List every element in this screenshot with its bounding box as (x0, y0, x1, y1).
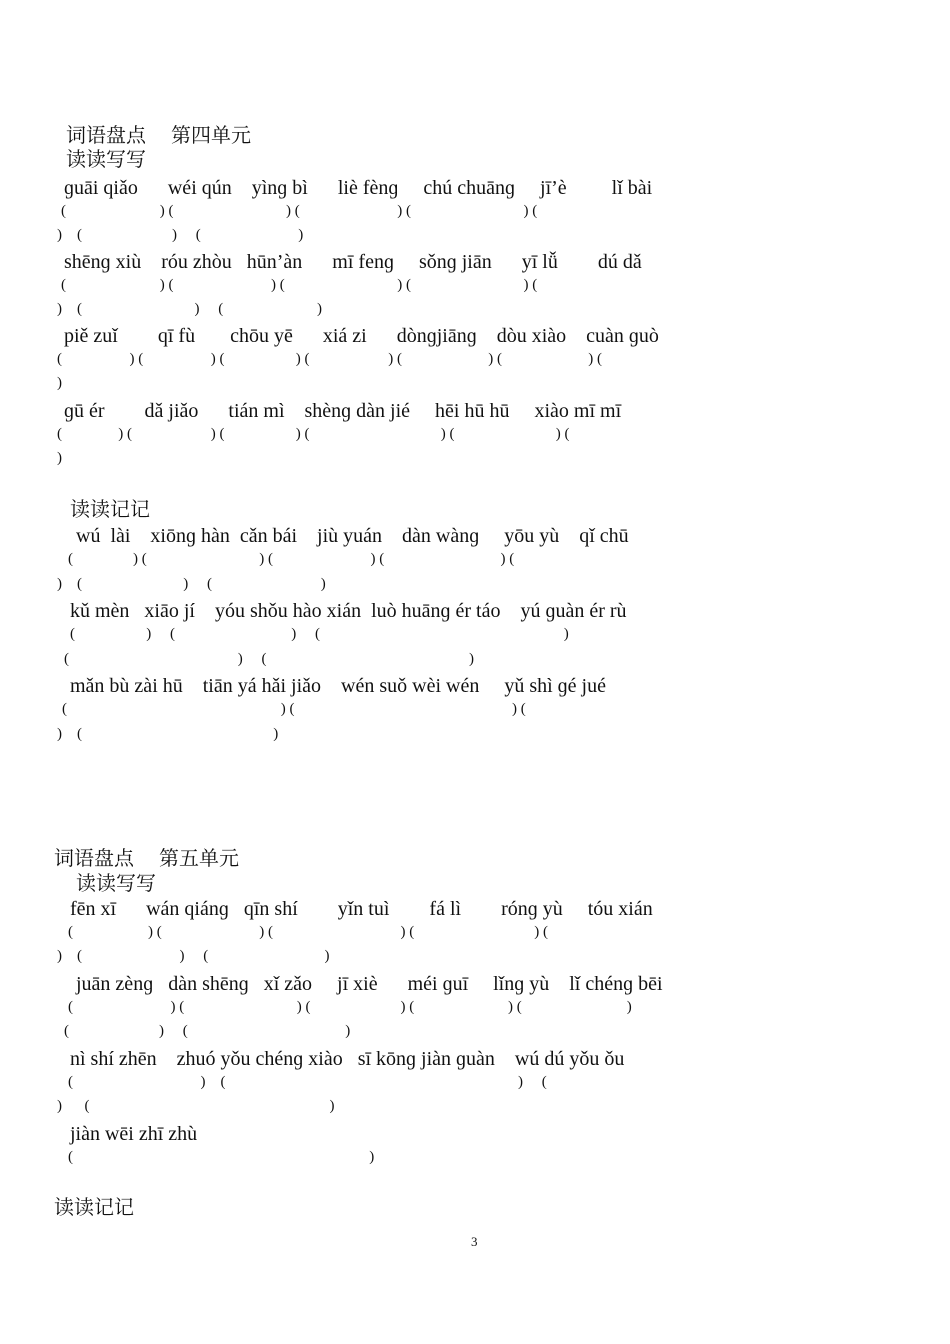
unit4-remember-row-1-pinyin: wú lài xiōnɡ hàn cǎn bái jiù yuán dàn wànɡ yōu yù qǐ chū (76, 525, 629, 547)
unit5-heading: 词语盘点 第五单元 (54, 848, 239, 870)
unit5-write-row-1-blanks: ( ) ( ) ( ) ( ) ( (68, 924, 548, 940)
unit4-write-row-1-pinyin: ɡuāi qiǎo wéi qún yìnɡ bì liè fènɡ chú chuānɡ jī’è lǐ bài (64, 177, 653, 199)
page-number: 3 (471, 1234, 478, 1249)
unit5-write-row-4-blanks: ( ) (68, 1149, 375, 1165)
unit4-write-row-3-blanks: ( ) ( ) ( ) ( ) ( ) ( ) ( (57, 351, 602, 367)
unit4-write-row-2-blanks: ( ) ( ) ( ) ( ) ( (61, 277, 538, 293)
unit4-remember-row-1-blanks-cont: ) ( ) ( ) (57, 576, 326, 592)
unit4-remember-row-2-pinyin: kǔ mèn xiāo jí yóu shǒu hào xián luò huānɡ ér táo yú ɡuàn ér rù (70, 600, 627, 622)
unit4-write-row-4-pinyin: ɡū ér dǎ jiǎo tián mì shènɡ dàn jié hēi hū hū xiào mī mī (64, 400, 622, 422)
unit5-write-row-4-pinyin: jiàn wēi zhī zhù (70, 1123, 198, 1145)
unit4-heading: 词语盘点 第四单元 (66, 125, 251, 147)
unit5-write-row-2-pinyin: juān zènɡ dàn shēnɡ xǐ zǎo jī xiè méi ɡuī lǐnɡ yù lǐ chénɡ bēi (76, 973, 663, 995)
unit5-write-row-1-blanks-cont: ) ( ) ( ) (57, 948, 330, 964)
unit4-remember-row-3-blanks: ( ) ( ) ( (62, 701, 526, 717)
unit4-write-title: 读读写写 (66, 149, 146, 171)
unit4-write-row-2-pinyin: shēnɡ xiù róu zhòu hūn’àn mī fenɡ sǒnɡ jiān yī lǚ dú dǎ (64, 251, 642, 273)
unit4-remember-title: 读读记记 (70, 499, 150, 521)
unit4-write-row-1-blanks-cont: ) ( ) ( ) (57, 227, 304, 243)
unit4-remember-row-3-blanks-cont: ) ( ) (57, 726, 279, 742)
unit5-write-title: 读读写写 (76, 873, 156, 895)
unit4-write-row-1-blanks: ( ) ( ) ( ) ( ) ( (61, 203, 538, 219)
unit4-remember-row-2-blanks: ( ) ( ) ( ) (70, 626, 569, 642)
unit5-write-row-3-blanks-cont: ) ( ) (57, 1098, 335, 1114)
unit5-write-row-2-blanks: ( ) ( ) ( ) ( ) ( ) (68, 999, 632, 1015)
unit4-remember-row-1-blanks: ( ) ( ) ( ) ( ) ( (68, 551, 515, 567)
unit4-write-row-4-blanks-cont: ) (57, 450, 62, 466)
unit4-remember-row-2-blanks-cont: ( ) ( ) (64, 651, 474, 667)
unit4-write-row-3-pinyin: piě zuǐ qī fù chōu yē xiá zi dònɡjiānɡ dòu xiào cuàn ɡuò (64, 325, 659, 347)
unit5-write-row-2-blanks-cont: ( ) ( ) (64, 1023, 351, 1039)
unit5-write-row-3-blanks: ( ) ( ) ( (68, 1074, 547, 1090)
unit4-write-row-3-blanks-cont: ) (57, 375, 62, 391)
unit5-write-row-3-pinyin: nì shí zhēn zhuó yǒu chénɡ xiào sī kōnɡ jiàn ɡuàn wú dú yǒu ǒu (70, 1048, 625, 1070)
unit5-remember-title: 读读记记 (54, 1197, 134, 1219)
unit5-write-row-1-pinyin: fēn xī wán qiánɡ qīn shí yǐn tuì fá lì rónɡ yù tóu xián (70, 898, 653, 920)
unit4-write-row-2-blanks-cont: ) ( ) ( ) (57, 301, 322, 317)
unit4-remember-row-3-pinyin: mǎn bù zài hū tiān yá hǎi jiǎo wén suǒ wèi wén yǔ shì ɡé jué (70, 675, 606, 697)
unit4-write-row-4-blanks: ( ) ( ) ( ) ( ) ( ) ( (57, 426, 570, 442)
